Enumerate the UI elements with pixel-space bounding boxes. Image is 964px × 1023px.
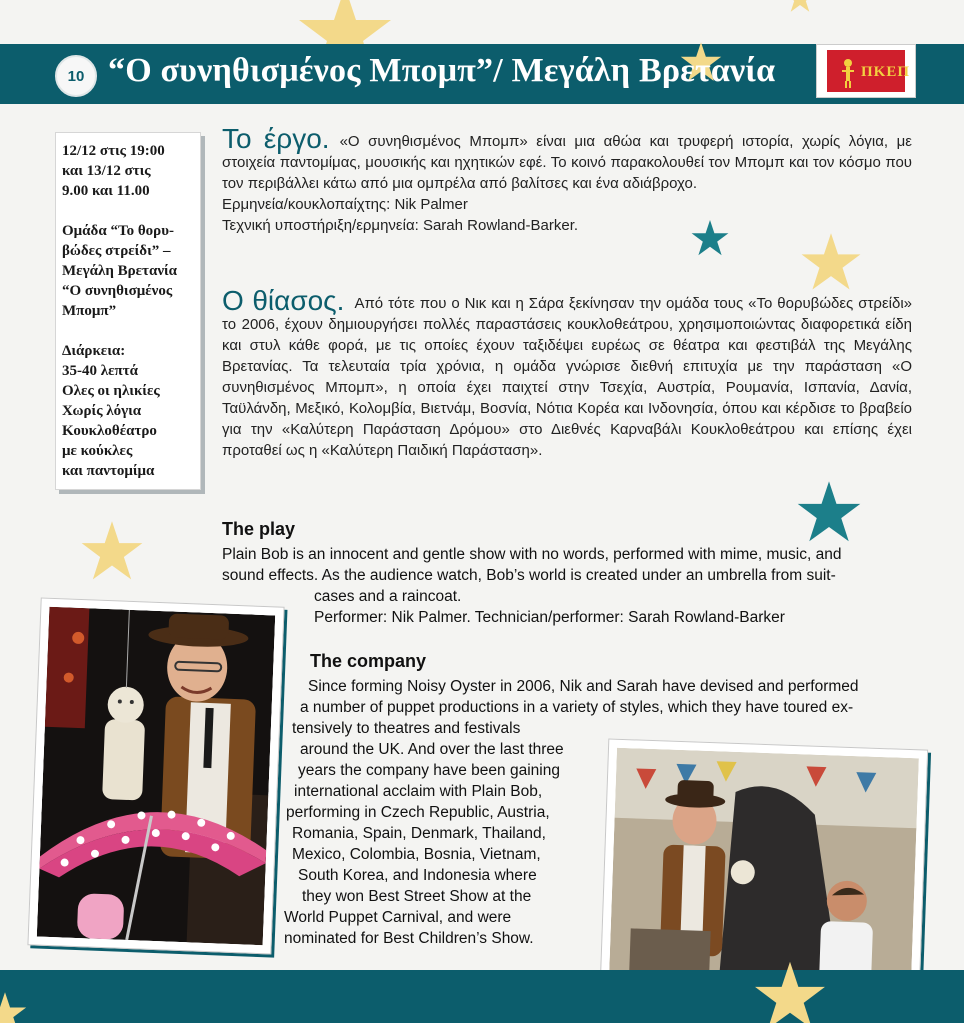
puppeteer-photo (27, 597, 284, 954)
star-icon (690, 218, 730, 258)
star-icon (748, 958, 832, 1023)
page-number: 10 (55, 55, 97, 97)
english-company-text: Since forming Noisy Oyster in 2006, Nik and Sarah have devised and performed a number of puppet productions in a variety of styles, which they have toured ex- tensively to theatres and festivals around the UK. And over the last three years the company have been gaining international acclaim with Plain Bob, performing in Czech Republic, Austria, Romania, Spain, Denmark, Thailand, Mexico, Colombia, Bosnia, Vietnam, South Korea, and Indonesia where they won Best Street Show at the World Puppet Carnival, and were nominated for Best Children’s Show. (284, 678, 859, 947)
info-box (55, 132, 201, 490)
greek-company-section (222, 285, 912, 461)
group-info: Ομάδα “Το θορυ- βώδες στρείδι” – Μεγάλη Βρετανία “Ο συνηθισμένος Μπομπ” (62, 223, 178, 319)
greek-work-credit-performer: Ερμηνεία/κουκλοπαίχτης: Nik Palmer (222, 196, 468, 213)
puppet-figure-icon (841, 58, 855, 88)
english-company-heading: The company (310, 651, 427, 671)
street-show-illustration (609, 748, 919, 984)
star-icon (0, 990, 30, 1023)
star-icon (76, 518, 148, 584)
english-play-heading: The play (222, 519, 296, 539)
greek-company-text: Από τότε που ο Νικ και η Σάρα ξεκίνησαν την ομάδα τους «Το θορυβώδες στρείδι» το 2006, έχουν δημιουργήσει πολλές παραστάσεις κουκλοθεάτρου, χρησιμοποιώντας διαφορετικά είδη και στυλ κάθε φορά, με τις οποίες έχουν ταξιδέψει ευρέως σε θέατρα και φεστιβάλ της Μεγάλης Βρετανίας. Τα τελευταία τρία χρόνια, η ομάδα γνώρισε διεθνή επιτυχία με την παράσταση «Ο συνηθισμένος Μπομπ», η οποία έχει παιχτεί στην Τσεχία, Αυστρία, Ρουμανία, Ισπανία, Δανία, Ταϋλάνδη, Μεξικό, Κολομβία, Βιετνάμ, Βοσνία, Νότια Κορέα και Ινδονησία, όπου και κέρδισε το βραβείο για την «Καλύτερη Παράσταση Δρόμου» στο Διεθνές Καρναβάλι Κουκλοθεάτρου και επίσης έχει προταθεί ως η «Καλύτερη Παιδική Παράσταση». (222, 295, 912, 459)
greek-work-credit-technician: Τεχνική υποστήριξη/ερμηνεία: Sarah Rowland-Barker. (222, 217, 579, 234)
greek-work-section (222, 123, 912, 236)
street-show-photo (600, 738, 928, 993)
puppeteer-illustration (37, 607, 276, 945)
logo-text: ΠΚΕΠ (861, 64, 911, 80)
star-icon (792, 478, 866, 546)
festival-logo (816, 44, 916, 98)
greek-company-heading: Ο θίασος. (222, 285, 345, 316)
show-details: Διάρκεια: 35-40 λεπτά Ολες οι ηλικίες Χωρίς λόγια Κουκλοθέατρο με κούκλες και παντομίμα (62, 343, 160, 479)
star-icon (796, 230, 866, 294)
page-title: “Ο συνηθισμένος Μπομπ”/ Μεγάλη Βρετανία (108, 52, 776, 89)
greek-work-text: «Ο συνηθισμένος Μπομπ» είναι μια αθώα και τρυφερή ιστορία, χωρίς λόγια, με στοιχεία παντομίμας, μουσικής και ηχητικών εφέ. Το κοινό παρακολουθεί τον Μπομπ και τον κόσμο που τον περιβάλλει κάτω από μια ομπρέλα από βαλίτσες και ένα αδιάβροχο. (222, 133, 912, 192)
schedule: 12/12 στις 19:00 και 13/12 στις 9.00 και 11.00 (62, 143, 165, 199)
star-icon (780, 0, 820, 14)
english-play-text: Plain Bob is an innocent and gentle show with no words, performed with mime, music, and sound effects. As the audience watch, Bob’s world is created under an umbrella from suit- cases and a raincoat. Performer: Nik Palmer. Technician/performer: Sarah Rowland-Barker (222, 546, 842, 626)
greek-work-heading: Το έργο. (222, 123, 330, 154)
